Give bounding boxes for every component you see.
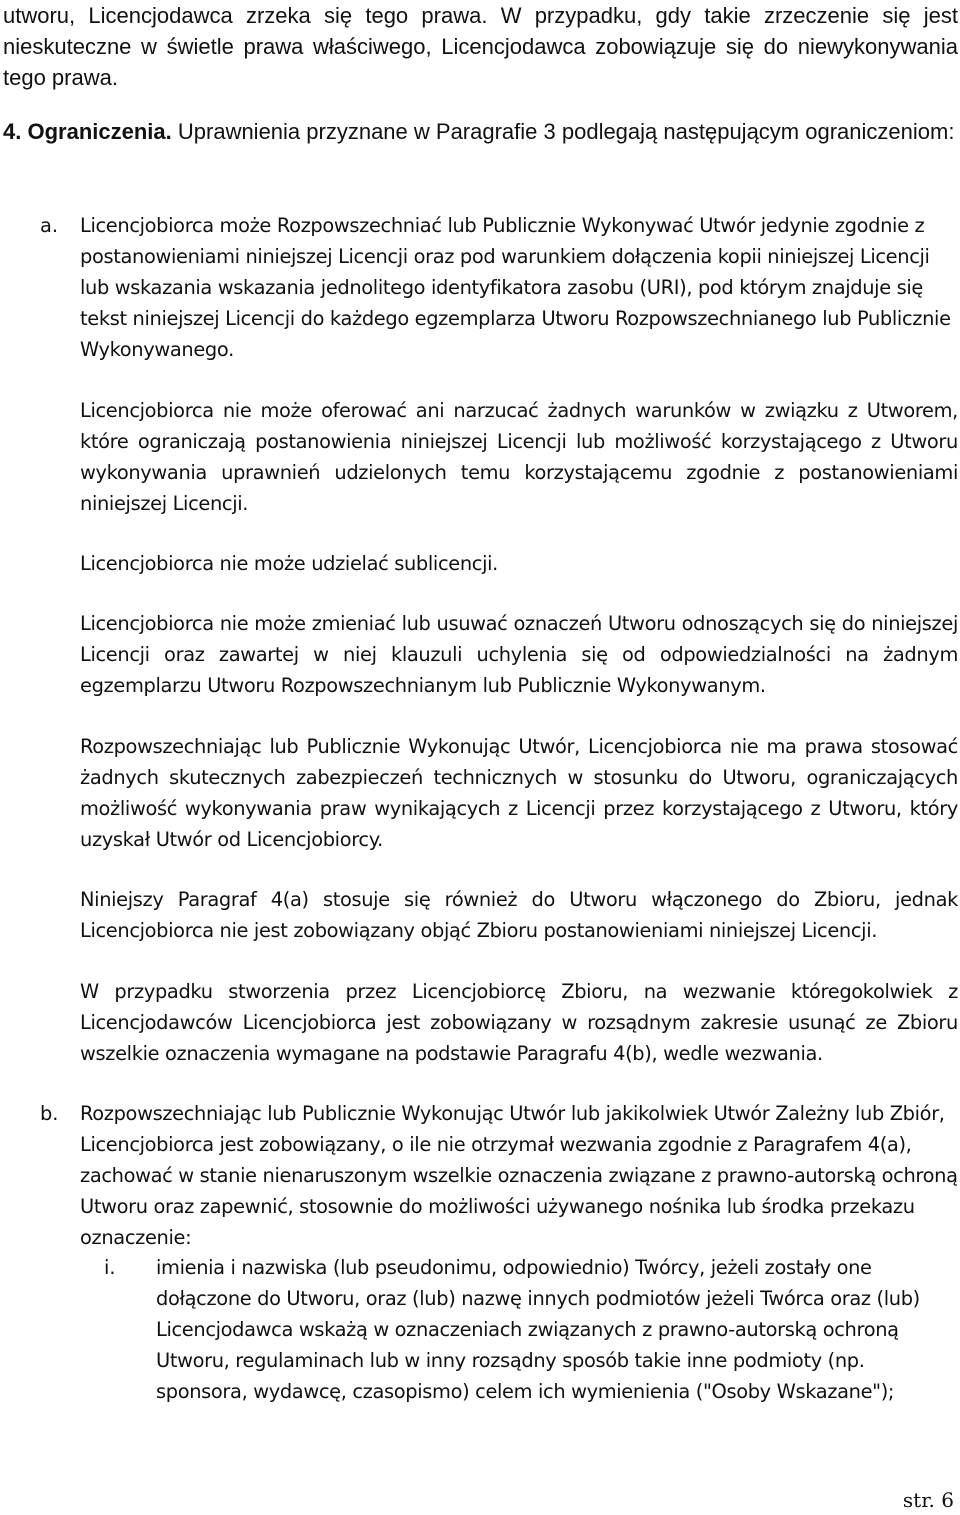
item-a-marker: a. <box>40 214 59 237</box>
item-a-paragraph-6: Niniejszy Paragraf 4(a) stosuje się również do Utworu włączonego do Zbioru, jednak Licencjobiorca nie jest zobowiązany objąć Zbioru postanowieniami niniejszej Licencji. <box>80 888 958 942</box>
section-title: Ograniczenia. <box>27 119 172 144</box>
item-a-paragraph-3: Licencjobiorca nie może udzielać sublicencji. <box>80 552 498 575</box>
item-b-marker: b. <box>40 1102 59 1125</box>
continuation-paragraph: utworu, Licencjodawca zrzeka się tego prawa. W przypadku, gdy takie zrzeczenie się jest nieskuteczne w świetle prawa właściwego, Licencjodawca zobowiązuje się do niewykonywania tego prawa. <box>3 3 958 90</box>
item-a-paragraph-4: Licencjobiorca nie może zmieniać lub usuwać oznaczeń Utworu odnoszących się do niniejszej Licencji oraz zawartej w niej klauzuli uchylenia się od odpowiedzialności na żadnym egzemplarzu Utworu Rozpowszechnianym lub Publicznie Wykonywanym. <box>80 612 958 697</box>
item-i-marker: i. <box>104 1256 116 1279</box>
section-intro: Uprawnienia przyznane w Paragrafie 3 podlegają następującym ograniczeniom: <box>171 119 955 144</box>
item-a-paragraph-7: W przypadku stworzenia przez Licencjobiorcę Zbioru, na wezwanie któregokolwiek z Licencjodawców Licencjobiorca jest zobowiązany w rozsądnym zakresie usunąć ze Zbioru wszelkie oznaczenia wymagane na podstawie Paragrafu 4(b), wedle wezwania. <box>80 980 958 1065</box>
item-i-paragraph: imienia i nazwiska (lub pseudonimu, odpowiednio) Twórcy, jeżeli zostały one dołączone do Utworu, oraz (lub) nazwę innych podmiotów jeżeli Twórca oraz (lub) Licencjodawca wskażą w oznaczeniach związanych z prawno-autorską ochroną Utworu, regulaminach lub w inny rozsądny sposób takie inne podmioty (np. sponsora, wydawcę, czasopismo) celem ich wymienienia ("Osoby Wskazane"); <box>156 1256 920 1403</box>
page-number: str. 6 <box>902 1488 954 1512</box>
item-b-paragraph: Rozpowszechniając lub Publicznie Wykonując Utwór lub jakikolwiek Utwór Zależny lub Zbiór, Licencjobiorca jest zobowiązany, o ile nie otrzymał wezwania zgodnie z Paragrafem 4(a), zachować w stanie nienaruszonym wszelkie oznaczenia związane z prawno-autorską ochroną Utworu oraz zapewnić, stosownie do możliwości używanego nośnika lub środka przekazu oznaczenie: <box>80 1102 958 1249</box>
section-4-heading-paragraph <box>3 116 958 147</box>
item-a-paragraph-5: Rozpowszechniając lub Publicznie Wykonując Utwór, Licencjobiorca nie ma prawa stosować żadnych skutecznych zabezpieczeń technicznych w stosunku do Utworu, ograniczających możliwość wykonywania praw wynikających z Licencji przez korzystającego z Utworu, który uzyskał Utwór od Licencjobiorcy. <box>80 735 958 851</box>
item-a-paragraph-1: Licencjobiorca może Rozpowszechniać lub Publicznie Wykonywać Utwór jedynie zgodnie z postanowieniami niniejszej Licencji oraz pod warunkiem dołączenia kopii niniejszej Licencji lub wskazania wskazania jednolitego identyfikatora zasobu (URI), pod którym znajduje się tekst niniejszej Licencji do każdego egzemplarza Utworu Rozpowszechnianego lub Publicznie Wykonywanego. <box>80 214 951 361</box>
item-a-paragraph-2: Licencjobiorca nie może oferować ani narzucać żadnych warunków w związku z Utworem, które ograniczają postanowienia niniejszej Licencji lub możliwość korzystającego z Utworu wykonywania uprawnień udzielonych temu korzystającemu zgodnie z postanowieniami niniejszej Licencji. <box>80 399 958 515</box>
section-number: 4. <box>3 119 22 144</box>
